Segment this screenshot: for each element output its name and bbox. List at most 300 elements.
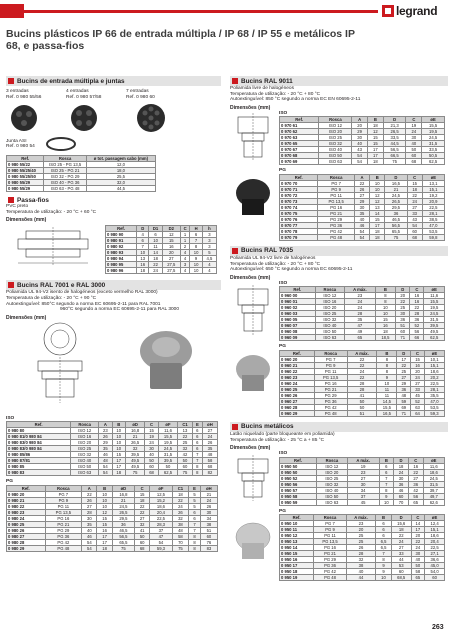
- table-cell: 37: [347, 493, 379, 499]
- table-cell: 24: [202, 434, 217, 440]
- table-cell: 22,5: [422, 204, 444, 210]
- table-cell: 1: [180, 238, 190, 244]
- multi-entry-product-image: [6, 100, 221, 136]
- table-cell: PG 29: [314, 392, 347, 398]
- iso-table-label: ISO: [279, 110, 288, 116]
- table-cell: ISO 20: [71, 440, 99, 446]
- multi-entry-table: [6, 155, 156, 192]
- col-header: øE: [423, 457, 444, 463]
- col-header: B: [370, 174, 385, 180]
- table-cell: 20: [352, 123, 368, 129]
- table-cell: 16: [375, 323, 396, 329]
- ref-cell: 0 960 24: [280, 380, 315, 386]
- table-cell: 12: [162, 232, 180, 238]
- table-cell: 64: [411, 410, 425, 416]
- col-header: C: [180, 226, 190, 232]
- table-cell: ISO 32: [71, 452, 99, 458]
- table-cell: 6: [149, 232, 162, 238]
- table-cell: 20,4: [425, 539, 445, 545]
- ref-cell: 0 970 68: [280, 153, 319, 159]
- table-cell: 6: [192, 440, 202, 446]
- ral9011-heading: Bucins RAL 9011: [230, 76, 448, 86]
- table-cell: 30: [354, 204, 369, 210]
- table-cell: 21: [112, 497, 134, 503]
- ral7035-iso-table: [279, 286, 445, 341]
- junta-asi: Junta ASI Ref. 0 980 54: [6, 136, 221, 152]
- table-cell: 48: [99, 458, 112, 464]
- table-cell: ISO 16: [71, 434, 99, 440]
- table-cell: 16: [410, 293, 424, 299]
- metal-heading: Bucins metálicos: [230, 422, 448, 432]
- metal-pg-table-body: [280, 521, 445, 581]
- table-cell: 31,5: [422, 141, 445, 147]
- table-cell: 65,5: [112, 539, 134, 545]
- table-cell: PG 42: [318, 228, 355, 234]
- table-cell: 25: [178, 440, 193, 446]
- table-cell: 50: [158, 464, 177, 470]
- table-cell: 54: [354, 234, 369, 240]
- table-cell: 60: [406, 153, 422, 159]
- table-cell: 71: [397, 410, 411, 416]
- table-cell: 20,2: [424, 374, 444, 380]
- metal-block: [230, 451, 448, 581]
- table-cell: 17: [367, 147, 383, 153]
- passa-fios-table-body: [106, 232, 217, 274]
- table-cell: 60: [145, 464, 158, 470]
- table-cell: 30: [200, 509, 217, 515]
- ref-cell: 0 980 25: [7, 521, 46, 527]
- table-cell: 18,5: [375, 335, 396, 341]
- col-header: h: [202, 226, 216, 232]
- table-cell: 20: [396, 293, 410, 299]
- table-cell: 46,5: [112, 527, 134, 533]
- col-header: B: [375, 287, 396, 293]
- table-cell: 9: [377, 374, 397, 380]
- table-cell: 22: [149, 262, 162, 268]
- table-cell: 62,5: [424, 335, 445, 341]
- ref-cell: 0 960 29: [280, 410, 315, 416]
- ref-cell: 0 950 56: [280, 481, 317, 487]
- table-cell: 24,5: [158, 446, 177, 452]
- table-cell: 53,5: [424, 404, 444, 410]
- iso-table-label: ISO: [279, 451, 288, 457]
- ref-cell: 0 950 11: [280, 527, 314, 533]
- table-cell: 15: [112, 452, 125, 458]
- table-cell: 49,5: [125, 464, 144, 470]
- iso-table-label: ISO: [6, 415, 15, 421]
- table-cell: 21: [125, 434, 144, 440]
- table-cell: 17: [411, 527, 425, 533]
- col-header: Rosca: [317, 457, 348, 463]
- col-header: Ref.: [106, 226, 137, 232]
- ral9011-self-ext: Autoextinguível: 850 °C segundo a norma EC EN 60695-2-11: [230, 97, 361, 103]
- table-cell: 40: [145, 452, 158, 458]
- ref-cell: 0 950 50: [280, 463, 317, 469]
- table-row: [106, 268, 217, 274]
- col-header: øH: [200, 485, 217, 491]
- table-cell: 41: [135, 527, 150, 533]
- table-cell: 16: [408, 463, 423, 469]
- table-cell: 18,6: [423, 469, 444, 475]
- table-cell: ISO 12: [315, 293, 345, 299]
- table-cell: 23: [99, 428, 112, 434]
- col-header: Ref.: [7, 485, 46, 491]
- multi-entry-heading: Bucins de entrada múltipla e juntas: [6, 76, 221, 86]
- table-cell: 36: [397, 386, 411, 392]
- table-cell: 26: [354, 186, 369, 192]
- right-column: [230, 76, 448, 581]
- table-cell: 25: [396, 305, 410, 311]
- col-header: B: [376, 515, 392, 521]
- ref-cell: 0 980 94: [106, 256, 137, 262]
- ref-cell: 0 970 79: [280, 234, 318, 240]
- table-cell: 40: [346, 569, 375, 575]
- table-cell: 40: [352, 141, 368, 147]
- table-cell: 33: [407, 210, 422, 216]
- table-cell: ISO 12: [71, 428, 99, 434]
- table-cell: 27,1: [425, 551, 445, 557]
- ref-cell: 0 960 21: [280, 362, 315, 368]
- ral7001-pg-table-body: [7, 491, 218, 551]
- table-cell: 75: [112, 545, 134, 551]
- table-row: [7, 186, 156, 192]
- ral7035-pg-table: [279, 350, 445, 417]
- table-cell: 29: [354, 198, 369, 204]
- table-cell: 7: [379, 481, 394, 487]
- table-cell: 28,1: [424, 386, 444, 392]
- table-cell: 32: [178, 446, 193, 452]
- ref-cell: 0 960 25: [280, 386, 315, 392]
- col-header: øF: [158, 422, 177, 428]
- entry-item-4: 4 entradas Ref. 0 980 57/58: [66, 89, 102, 100]
- table-cell: PG 21: [314, 551, 347, 557]
- ral9011-pg-table-body: [280, 180, 445, 240]
- col-header: øE: [422, 174, 444, 180]
- table-row: [280, 234, 445, 240]
- table-cell: 59,3: [424, 410, 444, 416]
- table-cell: 59,8: [422, 234, 444, 240]
- table-cell: 24: [347, 368, 377, 374]
- table-cell: 26: [172, 509, 189, 515]
- ref-cell: 0 970 75: [280, 210, 318, 216]
- col-header: C: [135, 485, 150, 491]
- table-cell: 22: [82, 491, 97, 497]
- ral7035-self-ext: Autoextinguível: 650 °C segundo a norma EC 60695-2-11: [230, 267, 353, 273]
- table-cell: PG 21: [45, 521, 82, 527]
- table-cell: 3: [202, 244, 216, 250]
- table-cell: 56,5: [383, 147, 406, 153]
- table-cell: 22: [135, 509, 150, 515]
- table-cell: 65: [345, 335, 376, 341]
- logo-wordmark: legrand: [396, 4, 438, 18]
- table-cell: 4: [202, 262, 216, 268]
- table-cell: 36: [385, 210, 407, 216]
- table-cell: 5: [189, 503, 201, 509]
- table-cell: 4: [180, 268, 190, 274]
- table-cell: 43: [407, 216, 422, 222]
- table-cell: 42: [178, 452, 193, 458]
- col-header: øE: [425, 515, 445, 521]
- legrand-logo: [382, 4, 450, 18]
- ref-cell: 0 960 08: [280, 329, 316, 335]
- table-cell: 15,5: [422, 123, 445, 129]
- ral9011-material: Poliamida livre de halogéneos: [230, 86, 294, 91]
- table-cell: 46: [82, 533, 97, 539]
- table-cell: 60: [178, 464, 193, 470]
- table-cell: 69: [397, 404, 411, 410]
- table-cell: 20: [162, 250, 180, 256]
- ral7001-dimensions-label: Dimensões (mm): [6, 314, 47, 321]
- table-cell: 15: [135, 491, 150, 497]
- table-cell: 10: [375, 311, 396, 317]
- table-cell: PG 7: [314, 521, 347, 527]
- table-cell: 10: [97, 491, 112, 497]
- table-cell: 16,5: [377, 410, 397, 416]
- table-cell: 76: [200, 539, 217, 545]
- table-cell: 22: [391, 533, 411, 539]
- table-cell: 29,5: [385, 204, 407, 210]
- table-cell: ISO 25 - PG 13,5: [44, 162, 86, 168]
- table-cell: 8: [379, 487, 394, 493]
- table-cell: 66: [410, 335, 424, 341]
- table-cell: 18: [394, 463, 409, 469]
- col-header: A: [99, 422, 112, 428]
- table-cell: ISO 50: [315, 329, 345, 335]
- ral7001-drawings: [6, 321, 221, 409]
- table-cell: 22,5: [425, 545, 445, 551]
- col-header: E: [192, 422, 202, 428]
- table-cell: PG 36: [318, 222, 355, 228]
- table-cell: 6: [379, 469, 394, 475]
- table-cell: 18: [370, 228, 385, 234]
- table-cell: 59: [397, 398, 411, 404]
- table-cell: 60: [425, 575, 445, 581]
- table-cell: 18,6: [150, 503, 172, 509]
- table-cell: 10: [112, 446, 125, 452]
- metal-iso-table-body: [280, 463, 445, 505]
- table-cell: 3: [202, 232, 216, 238]
- table-cell: PG 48: [45, 545, 82, 551]
- passa-fios-temperature: Temperatura de utilização: - 20 °C + 60 °C: [6, 209, 97, 215]
- table-cell: 68: [202, 464, 217, 470]
- table-cell: 49,5: [424, 329, 445, 335]
- table-cell: 36: [408, 481, 423, 487]
- table-cell: 54,0: [425, 569, 445, 575]
- ral9011-iso-table-body: [280, 123, 445, 165]
- table-cell: 44,5: [86, 186, 155, 192]
- table-cell: 75: [385, 234, 407, 240]
- table-cell: 18: [391, 527, 411, 533]
- table-cell: 27: [354, 192, 369, 198]
- section-bullet-icon: [232, 248, 238, 254]
- table-cell: 47,0: [422, 222, 444, 228]
- col-header: B: [379, 457, 394, 463]
- col-header: Rosca: [319, 117, 352, 123]
- col-header: øE: [422, 117, 445, 123]
- passa-fios-dimensions-label: Dimensões (mm): [6, 217, 47, 224]
- table-cell: PG 13,5: [45, 509, 82, 515]
- table-cell: 66,5: [383, 153, 406, 159]
- table-cell: 19,2: [422, 192, 444, 198]
- passa-fios-table: [105, 225, 217, 274]
- table-cell: 17: [397, 356, 411, 362]
- table-cell: 29: [352, 129, 368, 135]
- passa-fios-material: PVC preto: [6, 204, 29, 210]
- table-cell: 35,5: [424, 392, 444, 398]
- table-cell: 22: [411, 539, 425, 545]
- ref-cell: 0 970 67: [280, 147, 319, 153]
- table-cell: 17: [97, 533, 112, 539]
- table-cell: 31,5: [424, 317, 445, 323]
- table-cell: 8: [377, 362, 397, 368]
- table-cell: 54: [150, 539, 172, 545]
- table-cell: 38,5: [422, 216, 444, 222]
- table-cell: 6: [192, 446, 202, 452]
- table-cell: 48: [172, 527, 189, 533]
- pg-table-label: PG: [279, 344, 286, 350]
- table-cell: 5: [189, 497, 201, 503]
- table-cell: 7: [192, 452, 202, 458]
- ref-cell: 0 980 21: [7, 497, 46, 503]
- table-cell: 51: [200, 527, 217, 533]
- table-cell: 40: [82, 527, 97, 533]
- ref-cell: 0 980 83/0 980 84: [7, 440, 71, 446]
- table-cell: 18: [407, 186, 422, 192]
- table-cell: ISO 63: [319, 159, 352, 165]
- table-cell: 26: [202, 440, 217, 446]
- table-cell: PG 11: [314, 533, 347, 539]
- table-cell: PG 16: [314, 380, 347, 386]
- table-cell: ISO 20: [317, 469, 348, 475]
- ref-cell: 0 960 27: [280, 398, 315, 404]
- col-header: øD: [125, 422, 144, 428]
- junta-ring-image: [41, 136, 81, 152]
- ref-cell: 0 960 23: [280, 374, 315, 380]
- ref-cell: 0 950 17: [280, 563, 314, 569]
- table-cell: 83: [200, 545, 217, 551]
- table-cell: 5: [189, 491, 201, 497]
- table-cell: 28: [82, 509, 97, 515]
- table-cell: 24: [149, 268, 162, 274]
- ref-cell: 0 980 87/81: [7, 458, 71, 464]
- table-cell: 28: [347, 386, 377, 392]
- table-cell: 49,5: [125, 458, 144, 464]
- table-cell: ISO 50: [317, 493, 348, 499]
- metal-pg-table: [279, 514, 445, 581]
- table-cell: 53: [391, 563, 411, 569]
- table-cell: 23: [346, 521, 375, 527]
- table-cell: 10: [190, 262, 202, 268]
- table-cell: ISO 40: [71, 458, 99, 464]
- page-number: 263: [432, 624, 444, 631]
- ral9011-block: [230, 111, 448, 241]
- table-cell: 6: [189, 509, 201, 515]
- table-cell: 36: [394, 481, 409, 487]
- table-cell: 30: [396, 311, 410, 317]
- table-cell: 30: [352, 135, 368, 141]
- passa-fios-block: [6, 225, 221, 274]
- ref-cell: 0 960 07: [280, 323, 316, 329]
- ref-cell: 0 960 22: [280, 368, 315, 374]
- table-cell: 26,5: [385, 198, 407, 204]
- table-cell: 17: [367, 153, 383, 159]
- table-cell: 39,5: [158, 458, 177, 464]
- table-cell: 71: [396, 335, 410, 341]
- top-bar: [0, 4, 452, 18]
- table-cell: 18: [112, 470, 125, 476]
- table-cell: 32: [125, 446, 144, 452]
- table-cell: 58: [411, 569, 425, 575]
- table-cell: 60: [394, 493, 409, 499]
- col-header: A máx.: [347, 457, 379, 463]
- table-cell: PG 13,5: [314, 539, 347, 545]
- table-cell: 16,8: [112, 491, 134, 497]
- table-cell: 6: [192, 428, 202, 434]
- table-cell: 10: [97, 497, 112, 503]
- ref-cell: 0 980 85: [7, 464, 71, 470]
- table-cell: 18: [367, 159, 383, 165]
- table-cell: 26,5: [112, 509, 134, 515]
- ref-cell: 0 980 55/25/40: [7, 168, 44, 174]
- ral9011-iso-table: [279, 116, 445, 165]
- table-cell: 16,8: [125, 428, 144, 434]
- ref-cell: 0 960 02: [280, 305, 316, 311]
- table-cell: 6: [192, 434, 202, 440]
- table-cell: PG 36: [314, 398, 347, 404]
- table-cell: 18,6: [424, 368, 444, 374]
- table-cell: 54: [99, 470, 112, 476]
- table-cell: 10: [370, 186, 385, 192]
- ral7035-iso-table-body: [280, 293, 445, 341]
- table-cell: 70: [172, 539, 189, 545]
- table-cell: 7: [190, 238, 202, 244]
- table-cell: 48: [202, 452, 217, 458]
- ref-cell: 0 960 01: [280, 299, 316, 305]
- ref-cell: 0 980 27: [7, 533, 46, 539]
- metal-dimensions-label: Dimensões (mm): [230, 445, 271, 452]
- table-cell: 23: [345, 293, 376, 299]
- col-header: øE: [424, 287, 445, 293]
- table-cell: ISO 20: [315, 305, 345, 311]
- table-cell: 40: [406, 141, 422, 147]
- table-cell: ISO 25: [317, 475, 348, 481]
- table-cell: 19,5: [422, 129, 445, 135]
- ref-cell: 0 980 83/0 980 84: [7, 446, 71, 452]
- table-cell: 24: [172, 503, 189, 509]
- table-cell: 54: [354, 228, 369, 234]
- ral7001-material: Poliamida UL 94-V2 isento de halogéneos (exceto vermelho RAL 3000): [6, 290, 158, 296]
- table-cell: 43: [352, 147, 368, 153]
- table-cell: 15,5: [158, 434, 177, 440]
- ref-cell: 0 980 85/86: [7, 452, 71, 458]
- table-cell: 10: [112, 434, 125, 440]
- ral7001-pg-table: [6, 485, 218, 552]
- table-cell: 54: [407, 222, 422, 228]
- ral7001-iso-table-body: [7, 428, 218, 476]
- table-cell: 22: [135, 503, 150, 509]
- col-header: D: [385, 174, 407, 180]
- col-header: Rosca: [45, 485, 82, 491]
- table-cell: 24,5: [423, 475, 444, 481]
- table-cell: 30: [411, 551, 425, 557]
- ral7035-heading: Bucins RAL 7035: [230, 246, 448, 256]
- table-cell: 75: [125, 470, 144, 476]
- table-cell: 18: [137, 268, 149, 274]
- table-cell: 44: [346, 575, 375, 581]
- table-cell: 8: [190, 244, 202, 250]
- table-cell: 13: [370, 204, 385, 210]
- table-cell: 18: [135, 497, 150, 503]
